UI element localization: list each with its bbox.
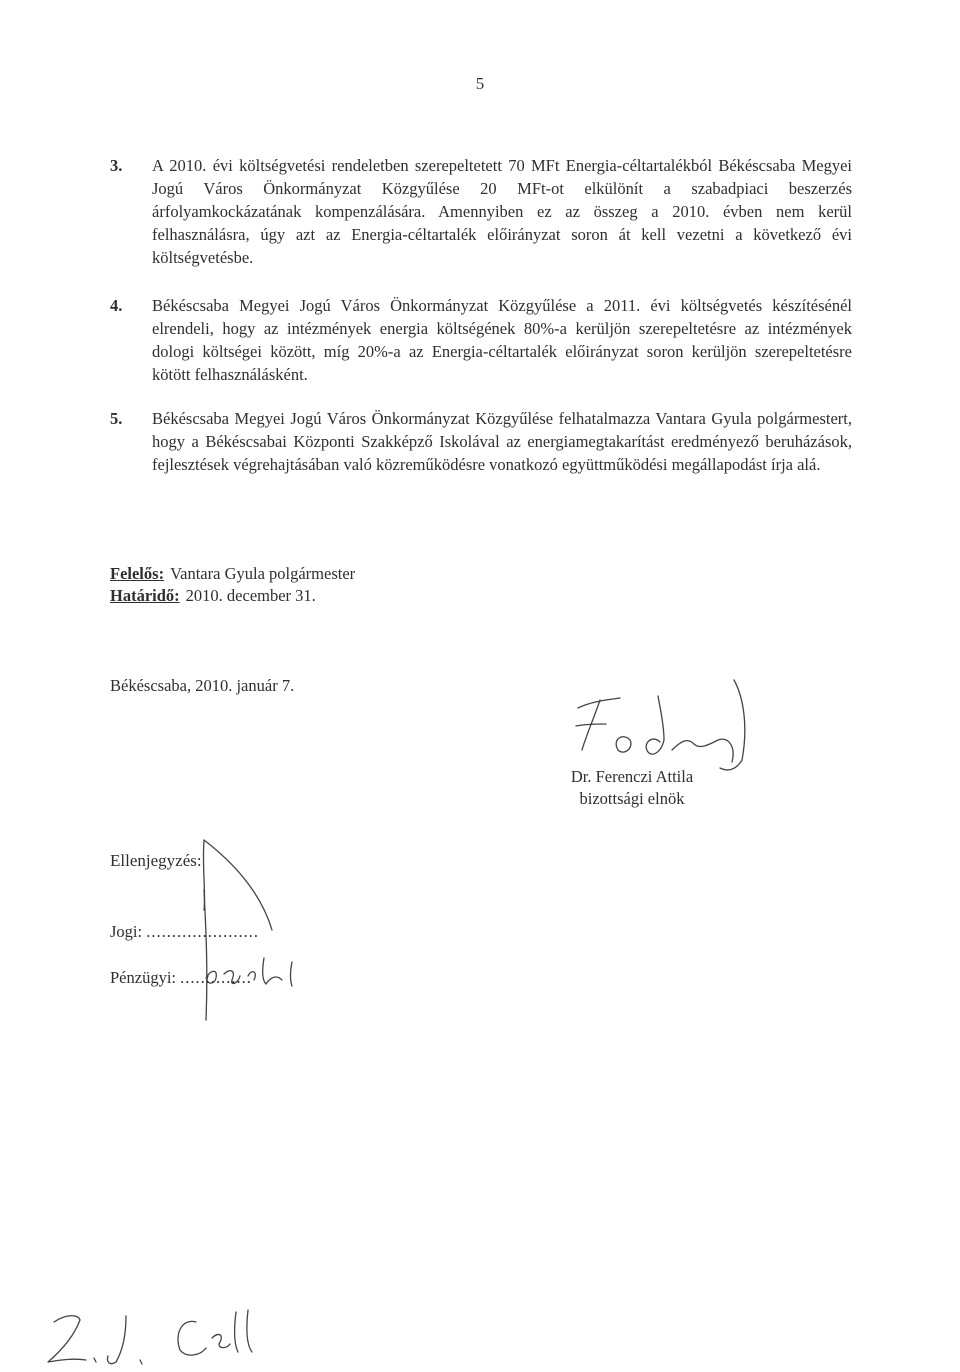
item-text: Békéscsaba Megyei Jogú Város Önkormányzat Közgyűlése a 2011. évi költségvetés készítésénél elrendeli, hogy az intézmények energia költségének 80%-a kerüljön szerepeltetésre az intézmények dologi költségei között, míg 20%-a az Energia-céltartalék előirányzat soron kerüljön szerepeltetésre kötött felhasználásként. xyxy=(152,296,852,384)
responsible-value: Vantara Gyula polgármester xyxy=(170,564,356,583)
item-number: 4. xyxy=(110,296,123,315)
legal-countersign-line xyxy=(110,922,259,942)
signature-main xyxy=(560,678,760,778)
deadline-value: 2010. december 31. xyxy=(185,586,316,605)
deadline-line xyxy=(110,585,316,607)
place-date: Békéscsaba, 2010. január 7. xyxy=(110,676,295,695)
item-text: A 2010. évi költségvetési rendeletben szerepeltetett 70 MFt Energia-céltartalékból Békéscsaba Megyei Jogú Város Önkormányzat Közgyűlése 20 MFt-ot elkülönít a szabadpiaci beszerzés árfolyamkockázatának kompenzálására. Amennyiben ez az összeg a 2010. évben nem kerül felhasználásra, úgy azt az Energia-céltartalék előirányzat soron át kell vezetni a következő évi költségvetésbe. xyxy=(152,156,852,267)
signer-name: Dr. Ferenczi Attila xyxy=(570,767,694,786)
item-number: 5. xyxy=(110,409,123,428)
signature-bottom xyxy=(30,1300,280,1370)
item-text: Békéscsaba Megyei Jogú Város Önkormányzat Közgyűlése felhatalmazza Vantara Gyula polgármestert, hogy a Békéscsabai Központi Szakképző Iskolával az energiamegtakarítást eredményező beruházások, fejlesztések végrehajtásában való közreműködésre vonatkozó együttműködési megállapodást írja alá. xyxy=(152,409,852,474)
deadline-label: Határidő: xyxy=(110,586,180,605)
countersign-heading: Ellenjegyzés: xyxy=(110,851,202,870)
page-number: 5 xyxy=(475,74,485,93)
signer-block xyxy=(562,766,702,810)
item-number: 3. xyxy=(110,156,123,175)
responsible-label: Felelős: xyxy=(110,564,165,583)
signer-title: bizottsági elnök xyxy=(579,789,685,808)
legal-label: Jogi: xyxy=(110,922,143,941)
resolution-item-5 xyxy=(110,407,852,476)
financial-label: Pénzügyi: xyxy=(110,968,176,987)
financial-countersign-line xyxy=(110,968,252,988)
resolution-item-3 xyxy=(110,154,852,269)
financial-dots: .............. xyxy=(180,968,252,987)
legal-dots: ...................... xyxy=(146,922,259,941)
resolution-item-4 xyxy=(110,294,852,386)
responsible-line xyxy=(110,563,355,585)
